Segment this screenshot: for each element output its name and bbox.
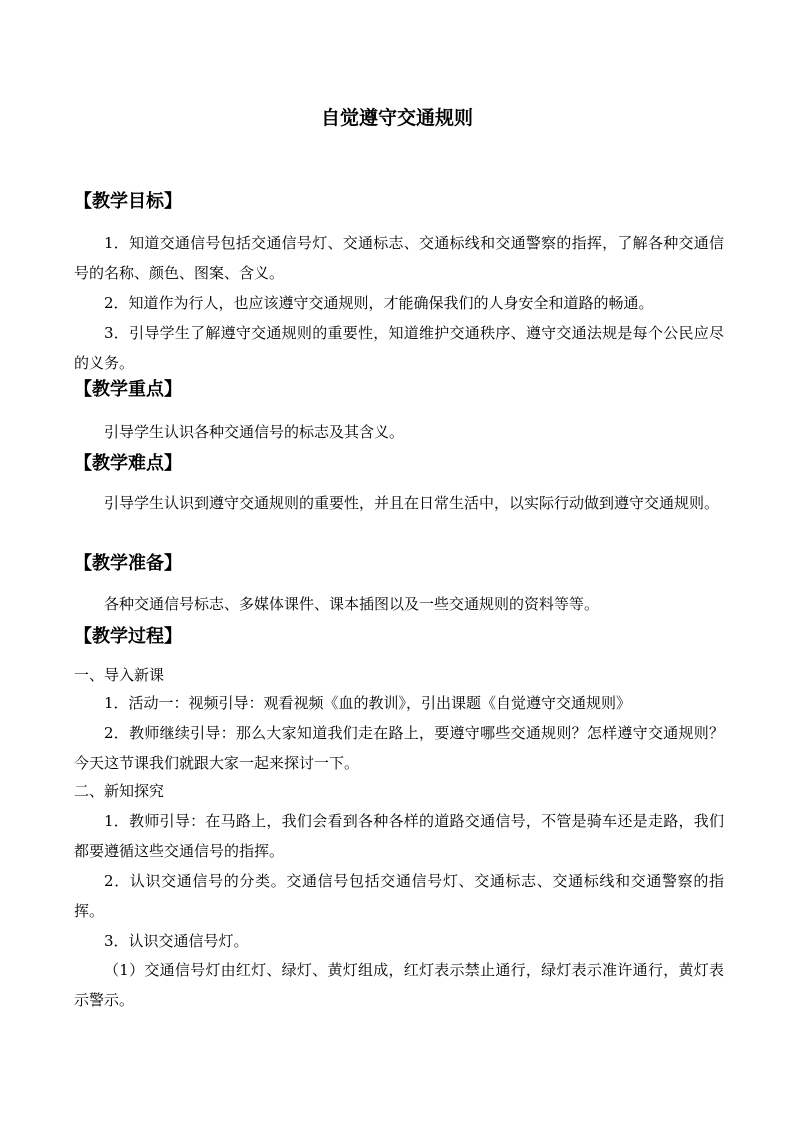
goal-item-1: 1．知道交通信号包括交通信号灯、交通标志、交通标线和交通警察的指挥，了解各种交通信号的名称、颜色、图案、含义。 — [74, 234, 724, 282]
process-part2-item-1: 1．教师引导：在马路上，我们会看到各种各样的道路交通信号，不管是骑车还是走路，我们都要遵循这些交通信号的指挥。 — [74, 812, 724, 860]
key-points-text: 引导学生认识各种交通信号的标志及其含义。 — [104, 423, 405, 441]
process-part1-item-1: 1．活动一：视频引导：观看视频《血的教训》，引出课题《自觉遵守交通规则》 — [104, 694, 632, 712]
section-heading-difficulties: 【教学难点】 — [74, 453, 182, 474]
process-part1-title: 一、导入新课 — [74, 666, 165, 684]
document-title: 自觉遵守交通规则 — [320, 107, 473, 129]
process-part2-item-4: （1）交通信号灯由红灯、绿灯、黄灯组成，红灯表示禁止通行，绿灯表示准许通行，黄灯表示警示。 — [74, 961, 724, 1009]
process-part2-item-2: 2．认识交通信号的分类。交通信号包括交通信号灯、交通标志、交通标线和交通警察的指挥。 — [74, 872, 724, 920]
section-heading-key-points: 【教学重点】 — [74, 379, 182, 400]
preparation-text: 各种交通信号标志、多媒体课件、课本插图以及一些交通规则的资料等等。 — [104, 595, 600, 613]
difficulties-text: 引导学生认识到遵守交通规则的重要性，并且在日常生活中，以实际行动做到遵守交通规则。 — [104, 494, 720, 512]
section-heading-goals: 【教学目标】 — [74, 191, 182, 212]
process-part2-title: 二、新知探究 — [74, 782, 165, 800]
section-heading-preparation: 【教学准备】 — [74, 553, 182, 574]
process-part2-item-3: 3．认识交通信号灯。 — [104, 932, 249, 950]
goal-item-3: 3．引导学生了解遵守交通规则的重要性，知道维护交通秩序、遵守交通法规是每个公民应尽的义务。 — [74, 324, 724, 372]
section-heading-process: 【教学过程】 — [74, 626, 182, 647]
goal-item-2: 2．知道作为行人，也应该遵守交通规则，才能确保我们的人身安全和道路的畅通。 — [104, 294, 654, 312]
process-part1-item-2: 2．教师继续引导：那么大家知道我们走在路上，要遵守哪些交通规则？怎样遵守交通规则？今天这节课我们就跟大家一起来探讨一下。 — [74, 724, 724, 772]
